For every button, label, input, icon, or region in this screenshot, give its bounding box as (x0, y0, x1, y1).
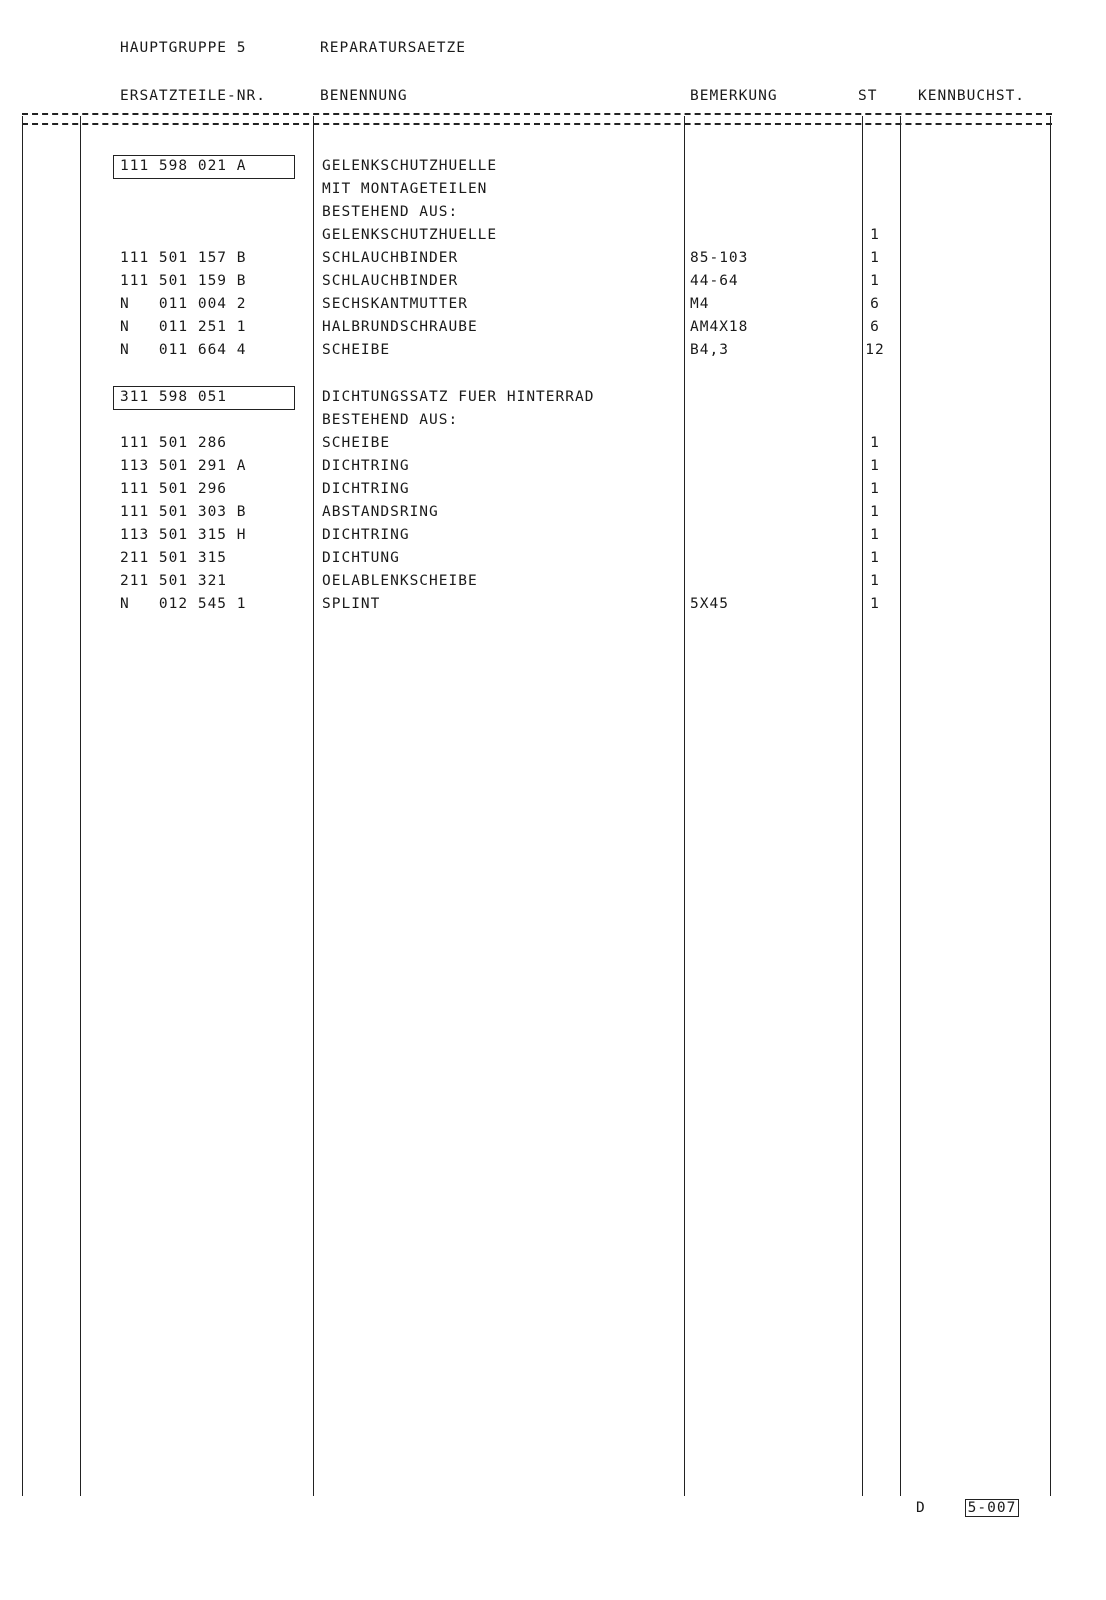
part-remark: B4,3 (690, 342, 729, 358)
part-name: GELENKSCHUTZHUELLE (322, 227, 498, 243)
part-remark: AM4X18 (690, 319, 749, 335)
part-name: HALBRUNDSCHRAUBE (322, 319, 478, 335)
part-qty: 1 (870, 481, 880, 497)
part-name: SCHLAUCHBINDER (322, 250, 459, 266)
part-remark: M4 (690, 296, 710, 312)
part-no: N 011 251 1 (120, 319, 247, 335)
col-header-code: KENNBUCHST. (918, 88, 1026, 104)
part-no: 211 501 321 (120, 573, 228, 589)
part-qty: 1 (870, 527, 880, 543)
part-name: DICHTUNG (322, 550, 400, 566)
part-no: 111 501 286 (120, 435, 228, 451)
part-no: N 011 004 2 (120, 296, 247, 312)
part-name: OELABLENKSCHEIBE (322, 573, 478, 589)
footer-prefix: D (916, 1500, 926, 1516)
table-row (0, 247, 1100, 269)
kit-header-row (0, 155, 1100, 177)
part-no: N 012 545 1 (120, 596, 247, 612)
table-row (0, 593, 1100, 615)
group-label: HAUPTGRUPPE 5 (120, 40, 247, 56)
part-name: SCHEIBE (322, 342, 391, 358)
part-name: SPLINT (322, 596, 381, 612)
table-row (0, 570, 1100, 592)
part-qty: 6 (870, 296, 880, 312)
part-no: 113 501 291 A (120, 458, 247, 474)
page-number: 5-007 (965, 1499, 1020, 1517)
part-remark: 44-64 (690, 273, 739, 289)
part-qty: 1 (870, 227, 880, 243)
kit-title-line: DICHTUNGSSATZ FUER HINTERRAD (322, 389, 595, 405)
part-no: N 011 664 4 (120, 342, 247, 358)
part-name: SECHSKANTMUTTER (322, 296, 468, 312)
table-row (0, 432, 1100, 454)
table-row (0, 339, 1100, 361)
col-header-qty: ST (858, 88, 878, 104)
part-qty: 1 (870, 573, 880, 589)
col-header-remark: BEMERKUNG (690, 88, 778, 104)
table-row (0, 455, 1100, 477)
part-no: 211 501 315 (120, 550, 228, 566)
part-qty: 1 (870, 250, 880, 266)
part-qty: 1 (870, 504, 880, 520)
table-row (0, 293, 1100, 315)
part-name: DICHTRING (322, 527, 410, 543)
table-row (0, 224, 1100, 246)
part-qty: 12 (865, 342, 885, 358)
part-no: 111 501 159 B (120, 273, 247, 289)
table-row (0, 316, 1100, 338)
part-qty: 6 (870, 319, 880, 335)
part-qty: 1 (870, 458, 880, 474)
part-name: SCHEIBE (322, 435, 391, 451)
col-header-name: BENENNUNG (320, 88, 408, 104)
kit-title-line: BESTEHEND AUS: (322, 412, 459, 428)
group-title: REPARATURSAETZE (320, 40, 466, 56)
table-row (0, 524, 1100, 546)
kit-title-row (0, 201, 1100, 223)
col-header-part-no: ERSATZTEILE-NR. (120, 88, 266, 104)
part-remark: 85-103 (690, 250, 749, 266)
kit-header-row (0, 386, 1100, 408)
part-qty: 1 (870, 550, 880, 566)
kit-title-row (0, 178, 1100, 200)
kit-title-line: MIT MONTAGETEILEN (322, 181, 488, 197)
page-footer (916, 1500, 1019, 1516)
table-row (0, 501, 1100, 523)
kit-title-row (0, 409, 1100, 431)
part-name: SCHLAUCHBINDER (322, 273, 459, 289)
part-qty: 1 (870, 273, 880, 289)
part-name: DICHTRING (322, 458, 410, 474)
kit-title-line: BESTEHEND AUS: (322, 204, 459, 220)
kit-title-line: GELENKSCHUTZHUELLE (322, 158, 498, 174)
part-no: 113 501 315 H (120, 527, 247, 543)
part-remark: 5X45 (690, 596, 729, 612)
part-no: 111 501 303 B (120, 504, 247, 520)
header-rule (22, 113, 1052, 125)
part-name: DICHTRING (322, 481, 410, 497)
part-qty: 1 (870, 435, 880, 451)
kit-part-no: 111 598 021 A (120, 158, 247, 174)
part-no: 111 501 296 (120, 481, 228, 497)
part-name: ABSTANDSRING (322, 504, 439, 520)
table-row (0, 478, 1100, 500)
part-qty: 1 (870, 596, 880, 612)
table-row (0, 547, 1100, 569)
part-no: 111 501 157 B (120, 250, 247, 266)
kit-part-no: 311 598 051 (120, 389, 228, 405)
table-row (0, 270, 1100, 292)
